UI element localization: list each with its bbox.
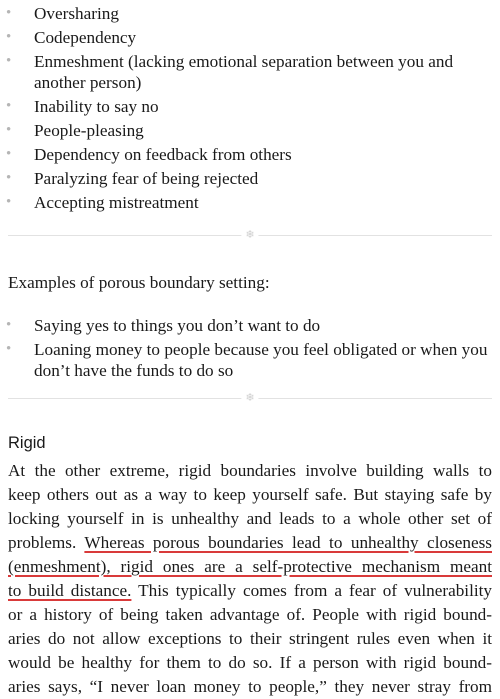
list-item (0, 96, 500, 117)
paragraph-line: At the other extreme, rigid boundaries involve building walls to (8, 461, 492, 480)
list-item-text: Accepting mistreatment (34, 193, 199, 212)
rigid-body-paragraph (8, 459, 492, 699)
list-item-text: People-pleasing (34, 121, 144, 140)
paragraph-line: locking yourself in is unhealthy and leads to a whole other set of (8, 509, 492, 528)
highlighted-text: Whereas porous boundaries lead to unhealthy closeness (84, 533, 492, 552)
section-divider (8, 391, 492, 404)
list-item (0, 168, 500, 189)
examples-intro-text: Examples of porous boundary setting: (8, 273, 270, 292)
bullet-icon: • (6, 29, 12, 45)
highlighted-text: to build distance. (8, 581, 132, 600)
bullet-icon: • (6, 170, 12, 186)
paragraph-line: keep others out as a way to keep yourself safe. But staying safe by (8, 485, 492, 504)
list-item (0, 192, 500, 213)
highlighted-text: (enmeshment), rigid ones are a self-protective mechanism meant (8, 557, 492, 576)
section-divider (8, 228, 492, 241)
paragraph-text: problems. (8, 533, 77, 552)
list-item (0, 27, 500, 48)
list-item (0, 339, 500, 381)
bullet-icon: • (6, 98, 12, 114)
list-item-text: Inability to say no (34, 97, 159, 116)
paragraph-line: or a history of being taken advantage of. People with rigid bound- (8, 605, 492, 624)
list-item-text: Paralyzing fear of being rejected (34, 169, 259, 188)
paragraph-line (8, 531, 492, 555)
list-item-text: Saying yes to things you don’t want to do (34, 316, 321, 335)
list-item (0, 120, 500, 141)
paragraph-line: would be healthy for them to do so. If a person with rigid bound- (8, 653, 492, 672)
list-item (0, 144, 500, 165)
porous-examples-list (0, 315, 500, 384)
list-item-text: Dependency on feedback from others (34, 145, 292, 164)
list-item (0, 51, 500, 93)
paragraph-text: This typically comes from a fear of vulnerability (138, 581, 493, 600)
list-item (0, 315, 500, 336)
bullet-icon: • (6, 317, 12, 333)
bullet-icon: • (6, 146, 12, 162)
divider-ornament-icon: ❄ (241, 391, 258, 405)
divider-ornament-icon: ❄ (241, 228, 258, 242)
list-item-text: Codependency (34, 28, 137, 47)
bullet-icon: • (6, 53, 12, 69)
list-item-text: Enmeshment (lacking emotional separation between you and another person) (34, 52, 454, 92)
paragraph-line (8, 579, 492, 603)
boundary-signs-list (0, 3, 500, 216)
section-heading-rigid: Rigid (8, 434, 46, 452)
paragraph-line (8, 555, 492, 579)
paragraph-line: aries says, “I never loan money to people,” they never stray from (8, 677, 492, 696)
list-item-text: Loaning money to people because you feel obligated or when you don’t have the funds to do so (34, 340, 488, 380)
bullet-icon: • (6, 5, 12, 21)
bullet-icon: • (6, 341, 12, 357)
list-item (0, 3, 500, 24)
paragraph-line: aries do not allow exceptions to their stringent rules even when it (8, 629, 492, 648)
bullet-icon: • (6, 194, 12, 210)
bullet-icon: • (6, 122, 12, 138)
list-item-text: Oversharing (34, 4, 119, 23)
